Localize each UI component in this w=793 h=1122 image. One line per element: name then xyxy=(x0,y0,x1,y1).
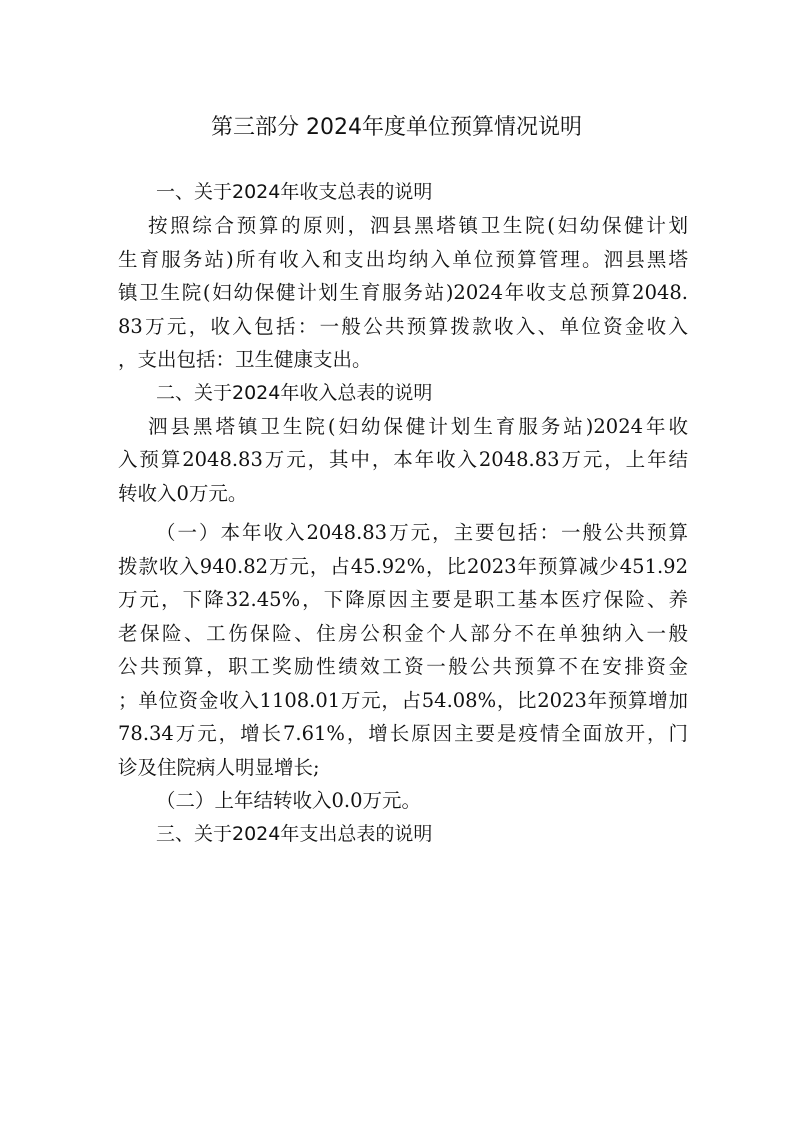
paragraph-line: 泗县黑塔镇卫生院(妇幼保健计划生育服务站)2024年收 xyxy=(148,414,688,438)
paragraph-line: 转收入0万元。 xyxy=(118,481,248,505)
paragraph-line: 入预算2048.83万元，其中，本年收入2048.83万元，上年结 xyxy=(118,448,688,471)
section-heading-3: 三、关于2024年支出总表的说明 xyxy=(156,822,433,845)
paragraph-line: 万元，下降32.45%，下降原因主要是职工基本医疗保险、养 xyxy=(118,588,688,611)
document-body xyxy=(118,176,688,851)
paragraph-line: 老保险、工伤保险、住房公积金个人部分不在单独纳入一般 xyxy=(118,621,688,645)
paragraph-line: 生育服务站)所有收入和支出均纳入单位预算管理。泗县黑塔 xyxy=(118,247,688,271)
paragraph-line: 83万元，收入包括：一般公共预算拨款收入、单位资金收入 xyxy=(118,314,688,338)
paragraph-line: ，支出包括：卫生健康支出。 xyxy=(118,348,372,371)
section-2-paragraph xyxy=(118,410,688,511)
section-1-paragraph xyxy=(118,209,688,377)
section-heading-2: 二、关于2024年收入总表的说明 xyxy=(156,381,433,404)
page-title: 第三部分 2024年度单位预算情况说明 xyxy=(211,115,582,140)
subsection-1-paragraph xyxy=(118,516,688,784)
section-heading-1: 一、关于2024年收支总表的说明 xyxy=(156,181,433,203)
paragraph-line: 诊及住院病人明显增长; xyxy=(118,755,320,779)
paragraph-line: 按照综合预算的原则，泗县黑塔镇卫生院(妇幼保健计划 xyxy=(148,214,688,237)
subsection-2-paragraph: （二）上年结转收入0.0万元。 xyxy=(156,789,422,812)
paragraph-line: 78.34万元，增长7.61%，增长原因主要是疫情全面放开，门 xyxy=(118,722,688,745)
paragraph-line: ；单位资金收入1108.01万元，占54.08%，比2023年预算增加 xyxy=(118,688,688,712)
paragraph-line: 拨款收入940.82万元，占45.92%，比2023年预算减少451.92 xyxy=(118,554,688,578)
paragraph-line: 镇卫生院(妇幼保健计划生育服务站)2024年收支总预算2048. xyxy=(118,281,688,304)
paragraph-line: （一）本年收入2048.83万元，主要包括：一般公共预算 xyxy=(156,521,688,544)
paragraph-line: 公共预算，职工奖励性绩效工资一般公共预算不在安排资金 xyxy=(118,655,688,678)
